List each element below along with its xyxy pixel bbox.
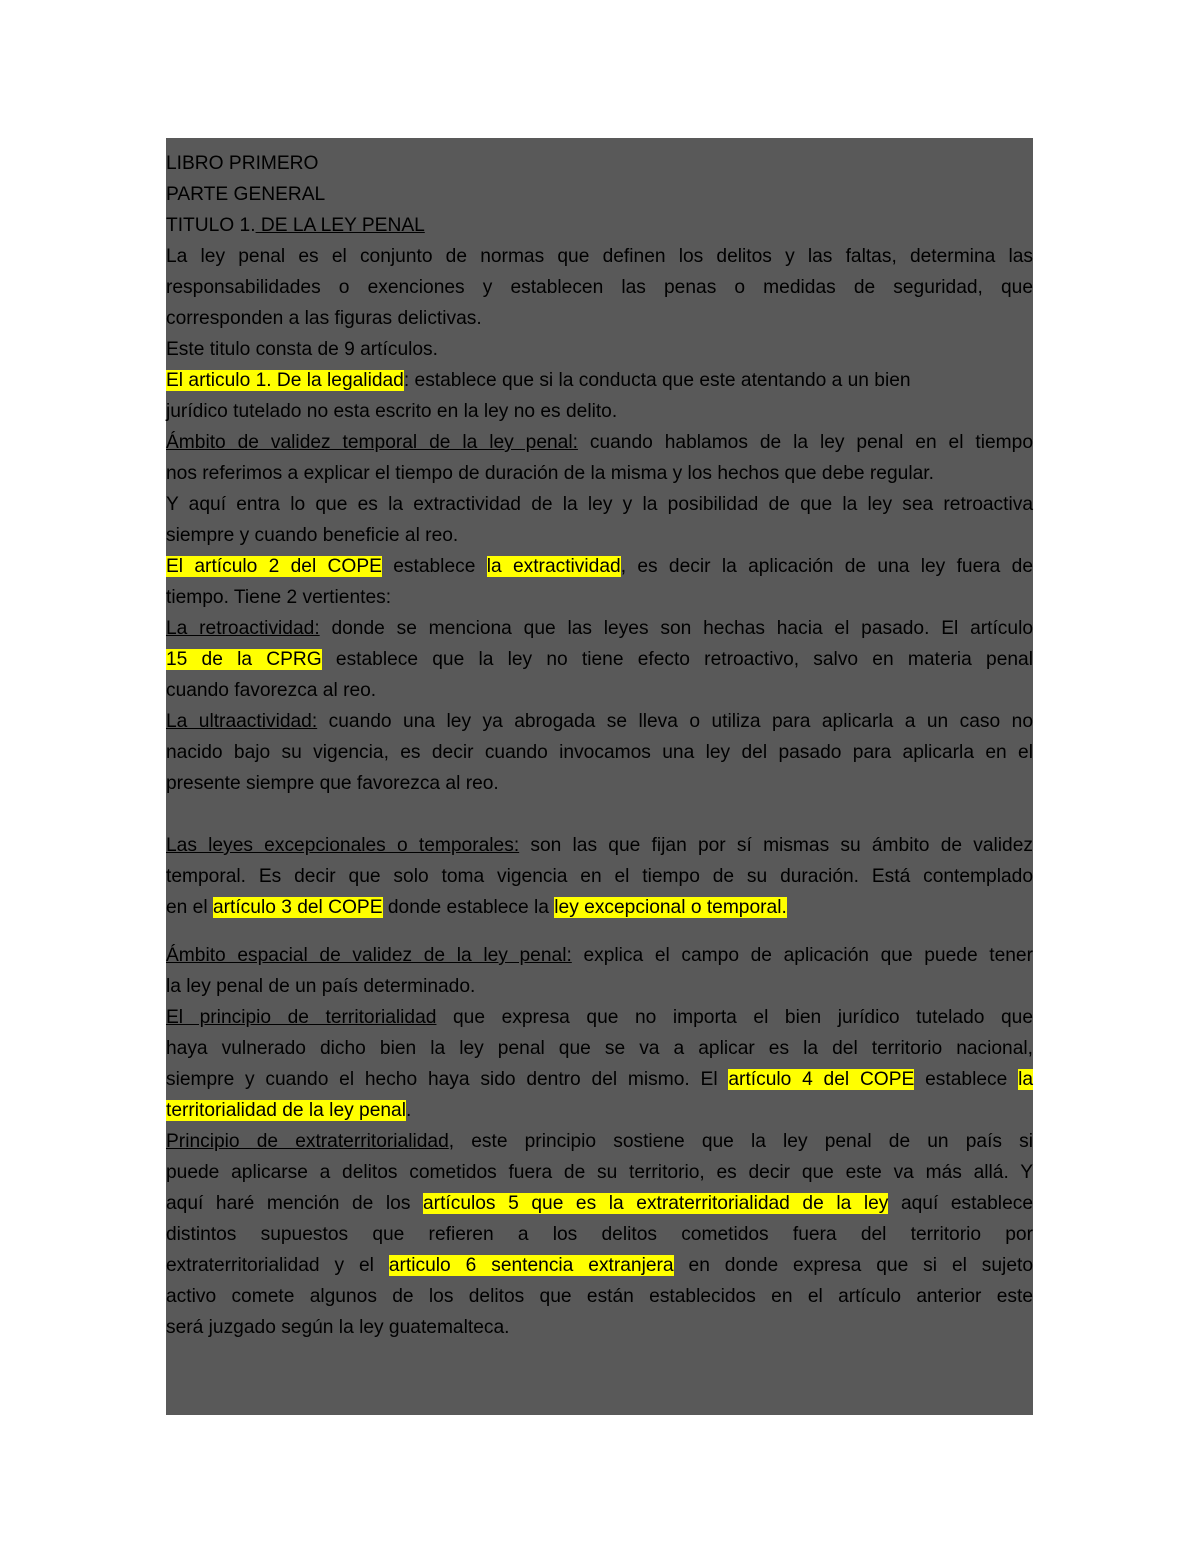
paragraph-line xyxy=(166,1188,1033,1219)
highlight-text: territorialidad de la ley penal xyxy=(166,1100,406,1121)
paragraph-line: tiempo. Tiene 2 vertientes: xyxy=(166,587,392,608)
highlight-text: ley excepcional o temporal. xyxy=(554,897,787,918)
paragraph-line: la ley penal de un país determinado. xyxy=(166,976,476,997)
paragraph-line: responsabilidades o exenciones y establecen las penas o medidas de seguridad, que xyxy=(166,277,1033,298)
text-span: donde establece la xyxy=(382,897,555,918)
paragraph-line xyxy=(166,706,1033,737)
text-span: son las que fijan por sí mismas su ámbito de validez xyxy=(519,835,1033,856)
highlight-text: El artículo 2 del COPE xyxy=(166,556,382,577)
text-span: . xyxy=(405,1100,412,1121)
text-span: , es decir la aplicación de una ley fuera de xyxy=(620,556,1033,577)
subheading-text: Principio de extraterritorialidad xyxy=(166,1131,449,1152)
paragraph-line: puede aplicarse a delitos cometidos fuera de su territorio, es decir que este va más allá. Y xyxy=(166,1162,1033,1183)
subheading-text: La retroactividad: xyxy=(166,618,320,639)
highlight-text: 15 de la CPRG xyxy=(166,649,322,670)
paragraph-line xyxy=(166,1064,1033,1095)
paragraph-line: presente siempre que favorezca al reo. xyxy=(166,773,499,794)
subheading-text: Ámbito espacial de validez de la ley penal: xyxy=(166,945,572,966)
text-span: en donde expresa que si el sujeto xyxy=(673,1255,1033,1276)
paragraph-line: La ley penal es el conjunto de normas que definen los delitos y las faltas, determina las xyxy=(166,246,1033,267)
paragraph-line: siempre y cuando beneficie al reo. xyxy=(166,525,459,546)
highlight-text: artículo 4 del COPE xyxy=(728,1069,915,1090)
paragraph-line: activo comete algunos de los delitos que están establecidos en el artículo anterior este xyxy=(166,1286,1033,1307)
subheading-text: Las leyes excepcionales o temporales: xyxy=(166,835,520,856)
text-span: en el xyxy=(166,897,213,918)
highlight-text: artículos 5 que es la extraterritorialidad de la ley xyxy=(423,1193,889,1214)
document-body xyxy=(166,148,1033,1343)
text-span: aquí establece xyxy=(888,1193,1034,1214)
text-span: : establece que si la conducta que este atentando a un bien xyxy=(403,370,911,391)
highlight-text: la xyxy=(1018,1069,1033,1090)
title-name: DE LA LEY PENAL xyxy=(255,215,425,236)
text-span: donde se menciona que las leyes son hechas hacia el pasado. El artículo xyxy=(319,618,1034,639)
highlight-text: El articulo 1. De la legalidad xyxy=(166,370,404,391)
text-span: establece xyxy=(914,1069,1019,1090)
paragraph-line xyxy=(166,644,1033,675)
text-span: establece xyxy=(381,556,487,577)
paragraph-line xyxy=(166,613,1033,644)
paragraph-line: temporal. Es decir que solo toma vigencia en el tiempo de su duración. Está contemplado xyxy=(166,866,1033,887)
paragraph-line xyxy=(166,892,1033,923)
highlight-text: artículo 3 del COPE xyxy=(212,897,383,918)
paragraph-line xyxy=(166,365,1033,396)
paragraph-line xyxy=(166,1126,1033,1157)
title-number: TITULO 1. xyxy=(166,215,256,236)
paragraph-line: distintos supuestos que refieren a los delitos cometidos fuera del territorio por xyxy=(166,1224,1033,1245)
paragraph-line xyxy=(166,427,1033,458)
text-span: establece que la ley no tiene efecto retroactivo, salvo en materia penal xyxy=(321,649,1033,670)
paragraph-line: jurídico tutelado no esta escrito en la ley no es delito. xyxy=(166,401,618,422)
text-span: cuando una ley ya abrogada se lleva o utiliza para aplicarla a un caso no xyxy=(317,711,1033,732)
paragraph-line: corresponden a las figuras delictivas. xyxy=(166,308,482,329)
paragraph-line xyxy=(166,940,1033,971)
paragraph-line: cuando favorezca al reo. xyxy=(166,680,377,701)
blank-line xyxy=(166,799,1033,830)
paragraph-line xyxy=(166,1250,1033,1281)
paragraph-line xyxy=(166,551,1033,582)
paragraph-line: será juzgado según la ley guatemalteca. xyxy=(166,1317,510,1338)
part-heading: PARTE GENERAL xyxy=(166,184,326,205)
text-span: cuando hablamos de la ley penal en el tiempo xyxy=(577,432,1033,453)
paragraph-line: nacido bajo su vigencia, es decir cuando invocamos una ley del pasado para aplicarla en el xyxy=(166,742,1033,763)
document-page xyxy=(166,138,1033,1415)
text-span: explica el campo de aplicación que puede tener xyxy=(571,945,1033,966)
paragraph-line: Y aquí entra lo que es la extractividad de la ley y la posibilidad de que la ley sea retroactiva xyxy=(166,494,1033,515)
paragraph-line: nos referimos a explicar el tiempo de duración de la misma y los hechos que debe regular. xyxy=(166,463,934,484)
text-span: siempre y cuando el hecho haya sido dentro del mismo. El xyxy=(166,1069,729,1090)
subheading-text: El principio de territorialidad xyxy=(166,1007,437,1028)
paragraph-line xyxy=(166,830,1033,861)
subheading-text: Ámbito de validez temporal de la ley penal: xyxy=(166,432,578,453)
subheading-text: La ultraactividad: xyxy=(166,711,318,732)
text-span: que expresa que no importa el bien jurídico tutelado que xyxy=(436,1007,1034,1028)
title-heading xyxy=(166,210,1033,241)
paragraph-line xyxy=(166,1002,1033,1033)
paragraph-line: haya vulnerado dicho bien la ley penal que se va a aplicar es la del territorio nacional, xyxy=(166,1038,1033,1059)
book-heading: LIBRO PRIMERO xyxy=(166,153,319,174)
paragraph-line: Este titulo consta de 9 artículos. xyxy=(166,339,438,360)
text-span: extraterritorialidad y el xyxy=(166,1255,389,1276)
paragraph-line xyxy=(166,1095,1033,1126)
highlight-text: la extractividad xyxy=(486,556,621,577)
highlight-text: articulo 6 sentencia extranjera xyxy=(388,1255,674,1276)
text-span: , este principio sostiene que la ley penal de un país si xyxy=(448,1131,1033,1152)
blank-line xyxy=(166,923,1033,940)
text-span: aquí haré mención de los xyxy=(166,1193,424,1214)
